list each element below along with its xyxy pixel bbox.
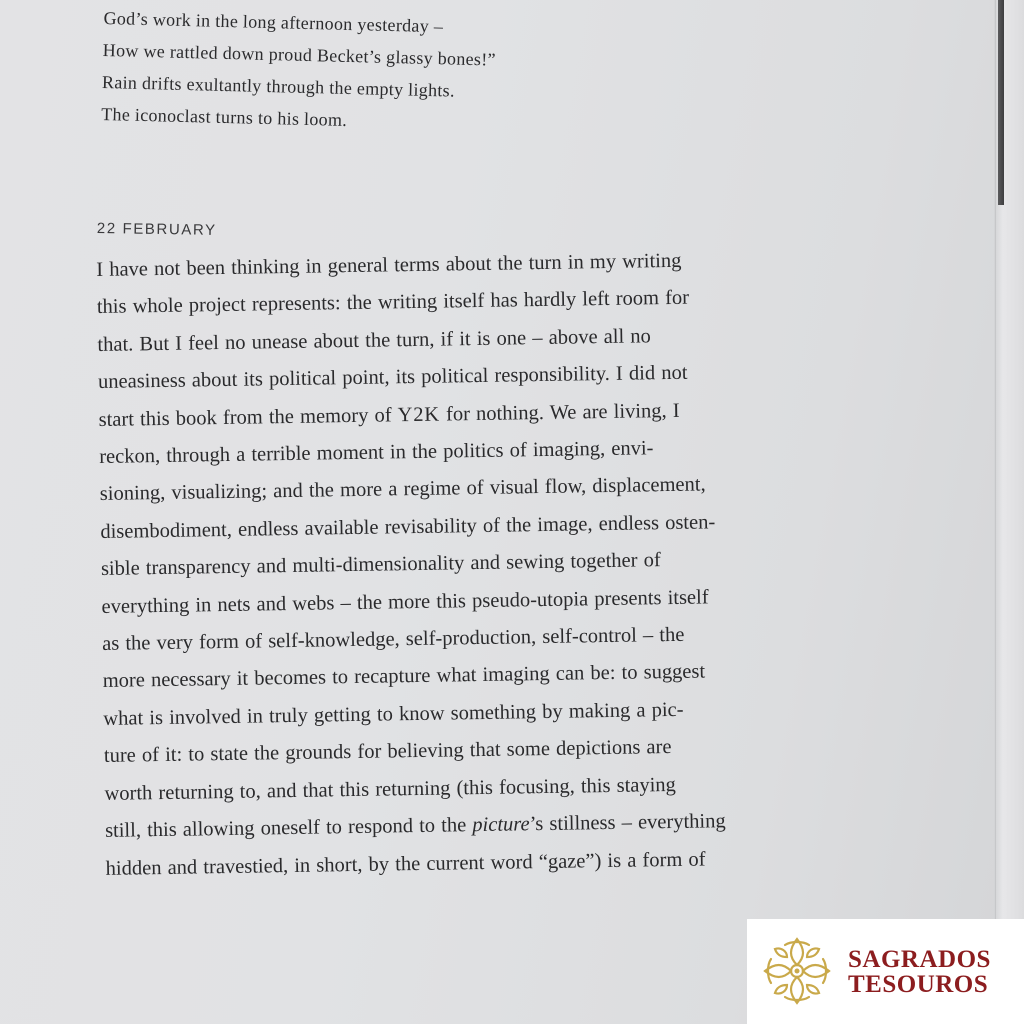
body-line: what is involved in truly getting to know something by making a pic- bbox=[103, 698, 684, 730]
poem-line: God’s work in the long afternoon yesterday – bbox=[103, 7, 444, 37]
picture-italic: picture bbox=[472, 813, 530, 837]
body-line-segment: still, this allowing oneself to respond to the bbox=[104, 814, 473, 843]
body-line: disembodiment, endless available revisability of the image, endless osten- bbox=[100, 511, 716, 543]
body-line: worth returning to, and that this returning (this focusing, this staying bbox=[104, 773, 677, 805]
gutter-divider bbox=[995, 0, 996, 1024]
watermark-line-1: SAGRADOS bbox=[848, 946, 991, 973]
body-line: as the very form of self-knowledge, self-production, self-control – the bbox=[101, 623, 685, 656]
body-line: I have not been thinking in general terms about the turn in my writing bbox=[96, 249, 682, 281]
poem-stanza bbox=[101, 2, 704, 145]
body-line: this whole project represents: the writing itself has hardly left room for bbox=[96, 287, 690, 319]
body-line-segment: start this book from the memory of bbox=[98, 403, 398, 431]
entry-body bbox=[96, 240, 866, 888]
body-line: everything in nets and webs – the more this pseudo-utopia presents itself bbox=[101, 586, 709, 618]
body-line: hidden and travestied, in short, by the current word “gaze”) is a form of bbox=[105, 848, 706, 880]
sagrados-tesouros-watermark bbox=[747, 919, 1024, 1024]
body-line-segment: for nothing. We are living, I bbox=[439, 399, 680, 426]
watermark-line-2: TESOUROS bbox=[848, 971, 989, 998]
entry-date-heading: 22 FEBRUARY bbox=[96, 220, 217, 239]
body-line-segment: ’s stillness – everything bbox=[529, 810, 726, 836]
y2k-smallcaps: Y2K bbox=[397, 403, 441, 426]
poem-line: Rain drifts exultantly through the empty lights. bbox=[101, 71, 456, 101]
poem-line: The iconoclast turns to his loom. bbox=[101, 103, 348, 130]
body-line: ture of it: to state the grounds for believing that some depictions are bbox=[103, 736, 672, 768]
body-line: sioning, visualizing; and the more a regime of visual flow, displacement, bbox=[99, 473, 706, 506]
gutter-shadow bbox=[998, 0, 1004, 205]
body-line: uneasiness about its political point, its political responsibility. I did not bbox=[97, 361, 688, 394]
body-line: more necessary it becomes to recapture what imaging can be: to suggest bbox=[102, 660, 706, 693]
body-line: that. But I feel no unease about the turn, if it is one – above all no bbox=[97, 325, 651, 356]
body-line: sible transparency and multi-dimensionality and sewing together of bbox=[100, 549, 661, 581]
ornament-icon bbox=[761, 935, 833, 1007]
body-line: reckon, through a terrible moment in the politics of imaging, envi- bbox=[99, 437, 654, 469]
watermark-wordmark bbox=[848, 947, 991, 997]
poem-line: How we rattled down proud Becket’s glassy bones!” bbox=[102, 39, 497, 70]
